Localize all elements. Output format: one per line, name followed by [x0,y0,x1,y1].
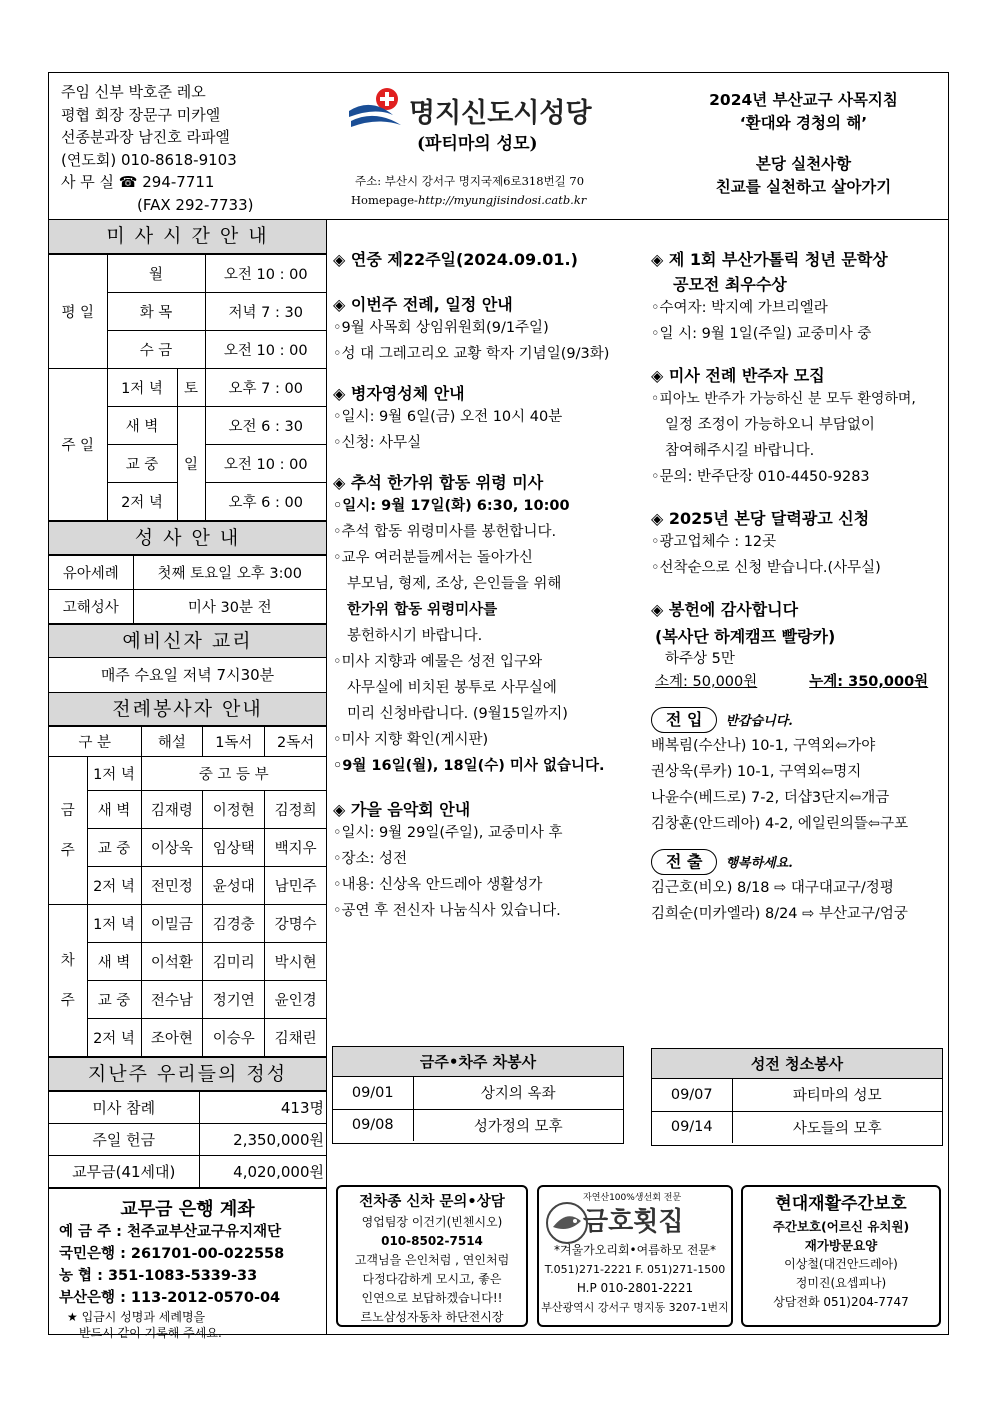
sunday-mass-name: 1저 녁 [107,369,177,407]
homepage-label: Homepage- [351,193,418,207]
cleaning-service-box [651,1048,943,1146]
ad-line: 다정다감하게 모시고, 좋은 [362,1272,502,1286]
server-name: 김정희 [265,791,326,829]
bank-note [59,1309,326,1341]
transfer-line: 김희순(미카엘라) 8/24 ⇨ 부산교구/엄궁 [651,906,908,922]
server-mass: 2저 녁 [87,867,141,905]
sacrament-table [49,555,326,624]
notice-line: 참여해주시길 바랍니다. [665,443,815,459]
server-name: 전수남 [141,981,203,1019]
notice-line: ◦미사 지향과 예물은 성전 입구와 [333,654,543,670]
sunday-time: 오후 6 : 00 [205,483,326,521]
notice-line: 일정 조정이 가능하오니 부담없이 [665,417,875,433]
server-mass: 1저 녁 [87,905,141,943]
section-heading: ◈ 추석 한가위 합동 위령 미사 [333,473,544,492]
homepage-link[interactable]: http://myungjisindosi.catb.kr [417,193,587,207]
offering-label: 주일 헌금 [49,1124,199,1156]
parish-patron: (파티마의 성모) [417,134,538,154]
section-subheading: (복사단 하계캠프 빨랑카) [655,627,836,646]
servers-header: 2독서 [265,727,326,757]
weekday-day: 화 목 [107,293,205,331]
staff-line: (연도회) 010-8618-9103 [61,150,237,169]
notice-line: ◦일시: 9월 17일(화) 6:30, 10:00 [333,498,570,514]
ad-line: 고객님을 은인처럼 , 연인처럼 [354,1253,510,1267]
servers-title: 전례봉사자 안내 [49,692,326,726]
transfer-line: 나윤수(베드로) 7-2, 더샵3단지⇦개금 [651,790,890,806]
weekday-time: 저녁 7 : 30 [205,293,326,331]
catechumen-time: 매주 수요일 저녁 7시30분 [100,666,275,684]
notice-line: ◦추석 합동 위령미사를 봉헌합니다. [333,524,557,540]
bank-note-line: 반드시 같이 기록해 주세요. [79,1326,222,1340]
motto-line: 친교를 실천하고 살아가기 [715,178,892,196]
bank-title: 교무금 은행 계좌 [120,1199,255,1220]
ad-line: 주간보호(어르신 유치원) [772,1219,910,1234]
ad-line: 인연으로 보답하겠습니다!! [361,1291,503,1305]
sushi-name: 금호횟집 [583,1207,684,1237]
catechumen-title: 예비신자 교리 [49,624,326,658]
sun-label: 일 [177,407,205,521]
car-dealer-ad [336,1185,528,1327]
sacrament-title: 성 사 안 내 [49,521,326,555]
ad-line: 르노삼성자동차 하단전시장 [360,1310,504,1324]
offering-label: 교무금(41세대) [49,1156,199,1188]
weekday-day: 월 [107,255,205,293]
notice-line: ◦9월 16일(월), 18일(수) 미사 없습니다. [333,758,605,774]
transfer-in-badge: 전 입 [651,707,717,733]
mass-times-title: 미 사 시 간 안 내 [49,220,326,254]
vehicle-service-title: 금주•차주 차봉사 [333,1047,623,1077]
offering-table [49,1091,326,1188]
sushi-restaurant-ad [537,1185,733,1327]
server-mass: 2저 녁 [87,1019,141,1057]
notice-line: 한가위 합동 위령미사를 [347,602,498,618]
section-heading: ◈ 가을 음악회 안내 [333,800,471,819]
transfer-line: 권상욱(루카) 10-1, 구역외⇦명지 [651,764,862,780]
server-name: 김채린 [265,1019,326,1057]
ad-line: *겨울가오리회•여름하모 전문* [554,1243,716,1257]
weekday-time: 오전 10 : 00 [205,331,326,369]
section-heading: ◈ 병자영성체 안내 [333,384,465,403]
notice-line: 봉헌하시기 바랍니다. [347,628,483,644]
transfer-line: 김창훈(안드레아) 4-2, 에일린의뜰⇦구포 [651,816,909,832]
service-team: 상지의 옥좌 [413,1077,623,1109]
server-name: 이밀금 [141,905,203,943]
vehicle-service-table [333,1077,623,1141]
sacrament-label: 유아세례 [49,556,133,590]
section-heading: ◈ 2025년 본당 달력광고 신청 [651,509,870,528]
vehicle-service-box [332,1046,624,1144]
server-name: 강명수 [265,905,326,943]
notice-line: 미리 신청바랍니다. (9월15일까지) [347,706,568,722]
offering-label: 미사 참례 [49,1092,199,1124]
weekday-day: 수 금 [107,331,205,369]
motto-block [661,89,946,199]
bank-block [49,1188,326,1341]
notice-line: ◦일시: 9월 6일(금) 오전 10시 40분 [333,409,563,425]
staff-list [61,81,291,216]
fish-logo-icon [545,1199,589,1247]
ad-line: H.P 010-2801-2221 [576,1281,694,1295]
section-heading: ◈ 제 1회 부산가톨릭 청년 문학상 [651,250,888,269]
ad-line: 정미진(요셉피나) [795,1276,887,1290]
parish-name: 명지신도시성당 [409,98,592,129]
sunday-time: 오전 6 : 30 [205,407,326,445]
middle-column [333,225,633,924]
section-heading: 공모전 최우수상 [673,275,787,294]
sat-label: 토 [177,369,205,407]
section-heading: ◈ 봉헌에 감사합니다 [651,600,799,619]
daycare-ad [741,1185,941,1327]
server-name: 임상택 [203,829,265,867]
transfer-line: 김근호(비오) 8/18 ⇨ 대구대교구/정평 [651,880,894,896]
section-heading: ◈ 이번주 전례, 일정 안내 [333,295,513,314]
right-column [651,225,947,927]
server-name: 정기연 [203,981,265,1019]
sunday-label: 주 일 [49,369,107,521]
server-mass: 교 중 [87,981,141,1019]
section-heading: ◈ 미사 전례 반주자 모집 [651,366,825,385]
bank-line: 예 금 주 : 천주교부산교구유지재단 [59,1224,282,1240]
server-name: 박시현 [265,943,326,981]
offering-value: 4,020,000원 [199,1156,326,1188]
offering-value: 413명 [199,1092,326,1124]
server-name: 조아현 [141,1019,203,1057]
bank-line: 부산은행 : 113-2012-0570-04 [59,1290,281,1306]
this-week-label: 금 주 [49,757,87,905]
server-mass: 새 벽 [87,943,141,981]
bank-line: 국민은행 : 261701-00-022558 [59,1246,285,1262]
notice-line: ◦성 대 그레고리오 교황 학자 기념일(9/3화) [333,346,610,362]
server-merged: 중 고 등 부 [141,757,326,791]
address: 주소: 부산시 강서구 명지국제6로318번길 70 [355,174,585,188]
ad-line: T.051)271-2221 F. 051)271-1500 [544,1263,726,1276]
notice-line: ◦장소: 성전 [333,851,408,867]
offering-title: 지난주 우리들의 정성 [49,1057,326,1091]
staff-line: 사 무 실 ☎ 294-7711 [61,173,215,191]
server-name: 이석환 [141,943,203,981]
servers-header: 1독서 [203,727,265,757]
server-name: 전민정 [141,867,203,905]
server-name: 남민주 [265,867,326,905]
next-week-label: 차 주 [49,905,87,1057]
server-mass: 1저 녁 [87,757,141,791]
cleaning-service-title: 성전 청소봉사 [652,1049,942,1079]
cleaning-service-table [652,1079,942,1143]
notice-line: ◦피아노 반주가 가능하신 분 모두 환영하며, [651,391,916,407]
service-team: 성가정의 모후 [413,1109,623,1141]
sushi-tag: 자연산100%생선회 전문 [583,1193,682,1203]
ad-title: 현대재활주간보호 [775,1194,907,1214]
sunday-time: 오전 10 : 00 [205,445,326,483]
weekday-label: 평 일 [49,255,107,369]
ad-line: 재가방문요양 [804,1238,878,1253]
ad-line: 상담전화 051)204-7747 [773,1295,909,1309]
server-name: 윤인경 [265,981,326,1019]
servers-header: 해설 [141,727,203,757]
notice-line: ◦교우 여러분들께서는 돌아가신 [333,550,533,566]
section-heading: ◈ 연중 제22주일(2024.09.01.) [333,250,578,269]
motto-line: 본당 실천사항 [755,155,852,173]
notice-line: ◦일 시: 9월 1일(주일) 교중미사 중 [651,326,872,342]
subtotal: 소계: 50,000원 [655,674,758,690]
left-column-divider [326,219,327,1334]
total: 누계: 350,000원 [809,674,929,690]
server-mass: 교 중 [87,829,141,867]
left-column [49,220,326,1341]
transfer-out-heading [651,849,947,875]
offering-value: 2,350,000원 [199,1124,326,1156]
staff-line: 평협 회장 장문구 미카엘 [61,105,221,124]
server-name: 김미리 [203,943,265,981]
greeting-script: 반갑습니다. [725,714,793,729]
server-name: 이승우 [203,1019,265,1057]
notice-line: ◦광고업체수 : 12곳 [651,534,777,550]
ad-line: 010-8502-7514 [381,1234,483,1248]
server-name: 김재령 [141,791,203,829]
weekday-time: 오전 10 : 00 [205,255,326,293]
staff-line: 선종분과장 남진호 라파엘 [61,128,230,146]
transfer-line: 배복림(수산나) 10-1, 구역외⇦가야 [651,738,876,754]
notice-line: ◦내용: 신상옥 안드레아 생활성가 [333,877,543,893]
service-date: 09/14 [652,1111,732,1143]
ad-line: 영업팀장 이건기(빈첸시오) [361,1215,503,1229]
homepage [351,193,586,207]
staff-line: 주임 신부 박호준 레오 [61,83,206,101]
notice-line: ◦미사 지향 확인(게시판) [333,732,489,748]
motto-line: ‘환대와 경청의 해’ [739,114,868,132]
notice-line: ◦9월 사목회 상임위원회(9/1주일) [333,320,549,336]
bulletin-page [48,72,949,1340]
sunday-mass-name: 새 벽 [107,407,177,445]
parish-logo-icon [347,85,405,135]
server-mass: 새 벽 [87,791,141,829]
notice-line: ◦문의: 반주단장 010-4450-9283 [651,469,870,485]
service-date: 09/01 [333,1077,413,1109]
motto-line: 2024년 부산교구 사목지침 [709,91,898,109]
notice-line: ◦일시: 9월 29일(주일), 교중미사 후 [333,825,563,841]
servers-table [49,726,326,1057]
fax-line: (FAX 292-7733) [137,195,254,214]
sacrament-value: 미사 30분 전 [133,590,326,624]
bank-note-line: ★ 입금시 성명과 세례명을 [67,1310,206,1324]
bank-line: 농 협 : 351-1083-5339-33 [59,1268,258,1284]
service-team: 파티마의 성모 [732,1079,942,1111]
servers-header: 구 분 [49,727,141,757]
transfer-in-heading [651,707,947,733]
transfer-out-badge: 전 출 [651,849,717,875]
offering-totals [651,671,947,693]
mass-times-table [49,254,326,521]
server-name: 백지우 [265,829,326,867]
server-name: 이정현 [203,791,265,829]
notice-line: ◦신청: 사무실 [333,435,422,451]
notice-line: 부모님, 형제, 조상, 은인들을 위해 [347,576,562,592]
notice-line: ◦공연 후 전신자 나눔식사 있습니다. [333,903,561,919]
ad-line: 이상철(대건안드레아) [784,1257,898,1271]
server-name: 이상욱 [141,829,203,867]
ad-line: 부산광역시 강서구 명지동 3207-1번지 [541,1301,729,1314]
sunday-mass-name: 교 중 [107,445,177,483]
notice-line: 사무실에 비치된 봉투로 사무실에 [347,680,557,696]
parish-title-block [345,85,655,205]
farewell-script: 행복하세요. [725,856,793,871]
service-date: 09/07 [652,1079,732,1111]
service-date: 09/08 [333,1109,413,1141]
notice-line: ◦선착순으로 신청 받습니다.(사무실) [651,560,881,576]
sunday-time: 오후 7 : 00 [205,369,326,407]
bank-lines [59,1221,326,1309]
notice-line: 하주상 5만 [665,651,735,667]
sacrament-value: 첫째 토요일 오후 3:00 [133,556,326,590]
ad-title: 전차종 신차 문의•상담 [359,1194,505,1210]
server-name: 김경충 [203,905,265,943]
service-team: 사도들의 모후 [732,1111,942,1143]
sacrament-label: 고해성사 [49,590,133,624]
notice-line: ◦수여자: 박지예 가브리엘라 [651,300,828,316]
server-name: 윤성대 [203,867,265,905]
sunday-mass-name: 2저 녁 [107,483,177,521]
